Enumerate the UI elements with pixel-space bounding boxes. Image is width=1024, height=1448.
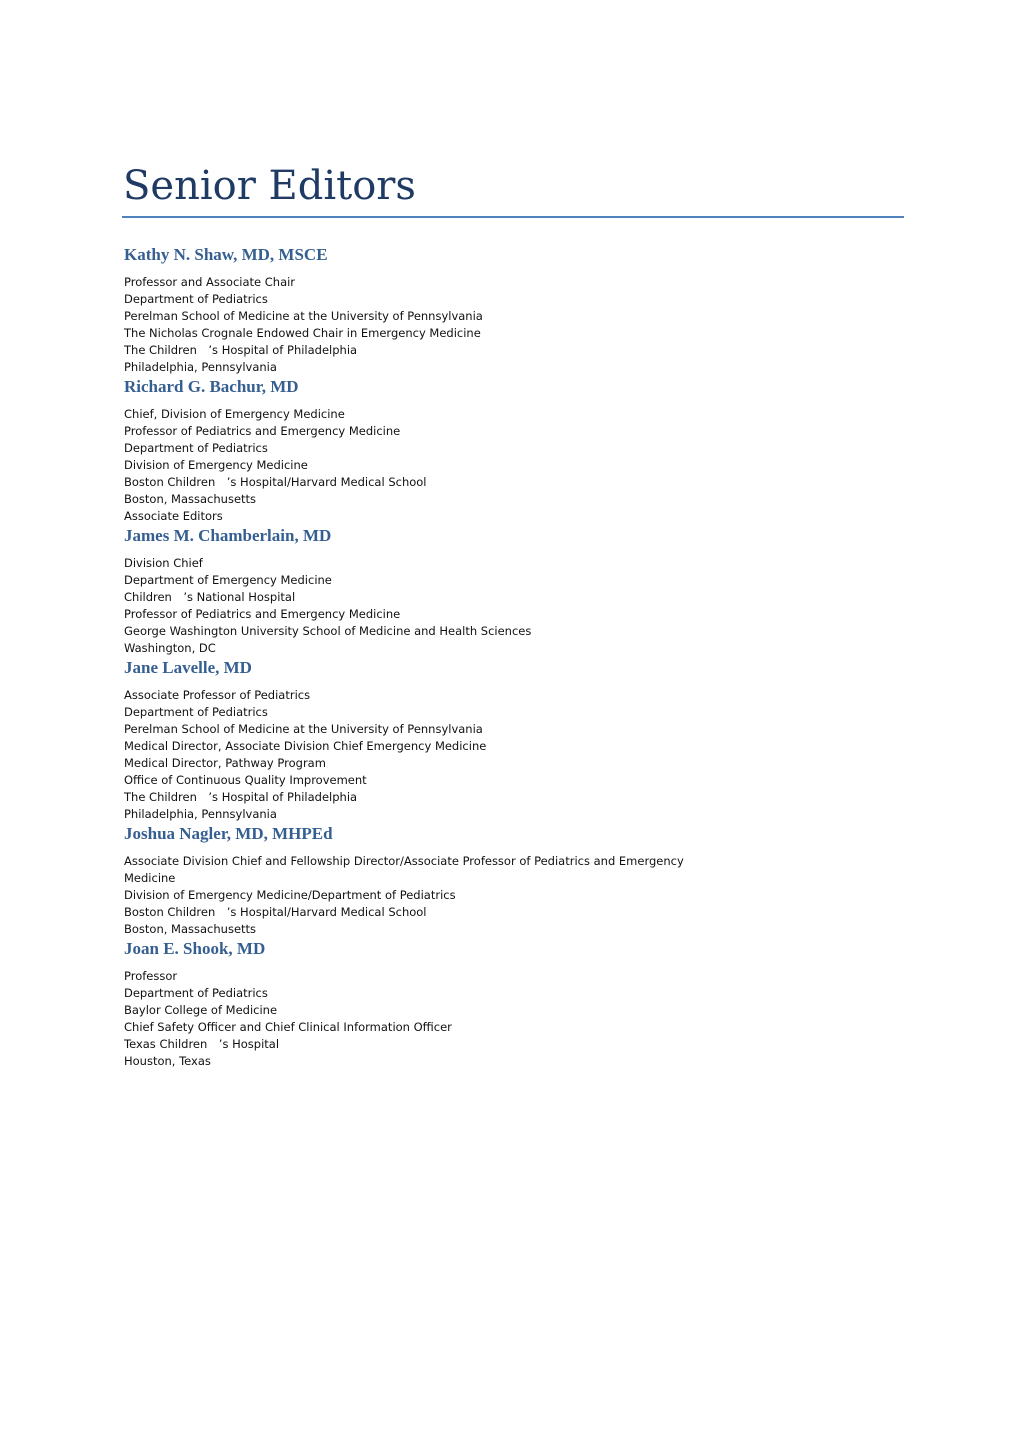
- affiliation-line: Chief, Division of Emergency Medicine: [124, 407, 345, 421]
- affiliation-line: Boston, Massachusetts: [124, 492, 257, 506]
- affiliation-line: The Nicholas Crognale Endowed Chair in Emergency Medicine: [124, 326, 481, 340]
- affiliation-line: Boston Children ’s Hospital/Harvard Medical School: [124, 905, 427, 919]
- affiliation-line: Perelman School of Medicine at the University of Pennsylvania: [124, 722, 483, 736]
- editor-list: [124, 244, 904, 1070]
- editor-entry: [124, 525, 904, 657]
- affiliation-line: Boston Children ’s Hospital/Harvard Medical School: [124, 475, 427, 489]
- editor-affiliation-list: [124, 547, 904, 657]
- editor-name: Richard G. Bachur, MD: [124, 377, 299, 396]
- editor-affiliation-list: [124, 960, 904, 1070]
- affiliation-line: Professor: [124, 969, 178, 983]
- affiliation-line: Baylor College of Medicine: [124, 1003, 278, 1017]
- editor-affiliation-list: [124, 845, 904, 938]
- affiliation-line: Texas Children ’s Hospital: [124, 1037, 280, 1051]
- affiliation-line: Department of Emergency Medicine: [124, 573, 332, 587]
- editor-entry: [124, 938, 904, 1070]
- title-underline-rule: [122, 216, 904, 218]
- affiliation-line: Division of Emergency Medicine: [124, 458, 308, 472]
- affiliation-line: Houston, Texas: [124, 1054, 211, 1068]
- affiliation-line: Department of Pediatrics: [124, 441, 268, 455]
- editor-name: Joshua Nagler, MD, MHPEd: [124, 824, 333, 843]
- editor-affiliation-list: [124, 398, 904, 525]
- editor-affiliation-list: [124, 266, 904, 376]
- affiliation-line: Associate Editors: [124, 509, 223, 523]
- editor-entry: [124, 823, 904, 938]
- affiliation-line: Department of Pediatrics: [124, 292, 268, 306]
- editor-entry: [124, 376, 904, 525]
- affiliation-line: Professor of Pediatrics and Emergency Medicine: [124, 607, 401, 621]
- affiliation-line: Chief Safety Officer and Chief Clinical Information Officer: [124, 1020, 452, 1034]
- affiliation-line: Associate Division Chief and Fellowship Director/Associate Professor of Pediatrics and Emergency: [124, 854, 684, 868]
- editor-name: Kathy N. Shaw, MD, MSCE: [124, 245, 328, 264]
- editor-affiliation-list: [124, 679, 904, 823]
- editor-entry: [124, 244, 904, 376]
- affiliation-line: The Children ’s Hospital of Philadelphia: [124, 790, 358, 804]
- editor-name: Jane Lavelle, MD: [124, 658, 252, 677]
- affiliation-line: Division of Emergency Medicine/Department of Pediatrics: [124, 888, 456, 902]
- affiliation-line: Department of Pediatrics: [124, 705, 268, 719]
- affiliation-line: Children ’s National Hospital: [124, 590, 296, 604]
- affiliation-line: Philadelphia, Pennsylvania: [124, 360, 277, 374]
- affiliation-line: Medical Director, Associate Division Chief Emergency Medicine: [124, 739, 487, 753]
- affiliation-line: The Children ’s Hospital of Philadelphia: [124, 343, 358, 357]
- affiliation-line: Department of Pediatrics: [124, 986, 268, 1000]
- affiliation-line: Medical Director, Pathway Program: [124, 756, 326, 770]
- editor-entry: [124, 657, 904, 823]
- affiliation-line: Professor and Associate Chair: [124, 275, 296, 289]
- affiliation-line: Associate Professor of Pediatrics: [124, 688, 311, 702]
- affiliation-line: Office of Continuous Quality Improvement: [124, 773, 367, 787]
- affiliation-line: Perelman School of Medicine at the University of Pennsylvania: [124, 309, 483, 323]
- affiliation-line: George Washington University School of Medicine and Health Sciences: [124, 624, 532, 638]
- affiliation-line: Medicine: [124, 871, 176, 885]
- editor-name: James M. Chamberlain, MD: [124, 526, 332, 545]
- affiliation-line: Philadelphia, Pennsylvania: [124, 807, 277, 821]
- affiliation-line: Professor of Pediatrics and Emergency Medicine: [124, 424, 401, 438]
- affiliation-line: Division Chief: [124, 556, 203, 570]
- editor-name: Joan E. Shook, MD: [124, 939, 266, 958]
- affiliation-line: Boston, Massachusetts: [124, 922, 257, 936]
- affiliation-line: Washington, DC: [124, 641, 216, 655]
- page-title: Senior Editors: [123, 163, 416, 209]
